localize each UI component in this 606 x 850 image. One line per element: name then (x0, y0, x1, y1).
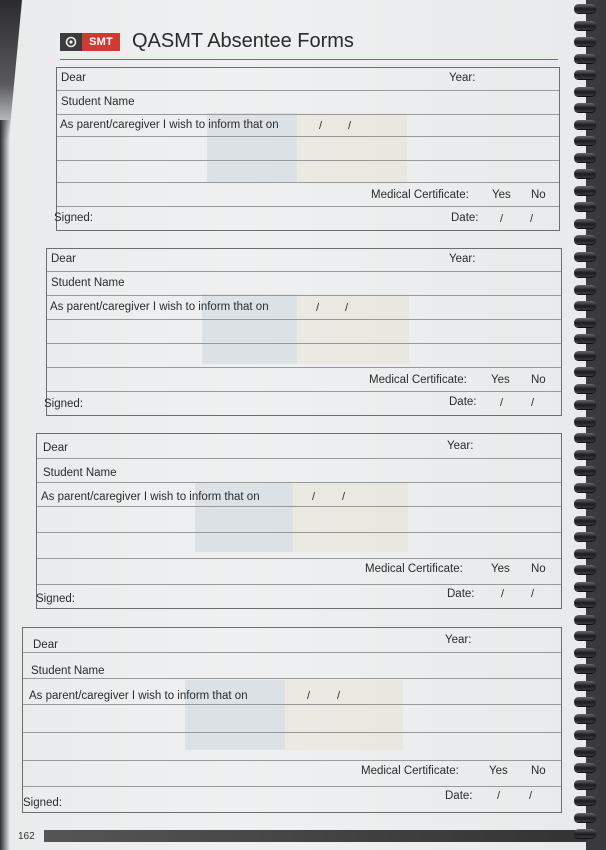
footer-bar (44, 830, 586, 842)
date-label: Date: (445, 790, 473, 802)
qasmt-logo (60, 33, 120, 51)
date-slash: / (348, 120, 352, 132)
spiral-ring (574, 120, 596, 129)
spiral-ring (574, 829, 596, 838)
date-label: Date: (447, 588, 475, 600)
spiral-binding (574, 0, 606, 850)
spiral-ring (574, 681, 596, 690)
page-header (60, 30, 558, 60)
absentee-form-2 (46, 248, 562, 416)
spiral-ring (574, 285, 596, 294)
date-slash: / (529, 790, 533, 802)
spiral-ring (574, 252, 596, 261)
dear-label: Dear (61, 72, 86, 84)
date-slash: / (497, 790, 501, 802)
spiral-ring (574, 54, 596, 63)
yes-option: Yes (492, 189, 511, 201)
spiral-ring (574, 763, 596, 772)
medical-certificate-label: Medical Certificate: (361, 765, 459, 777)
spiral-ring (574, 153, 596, 162)
spiral-ring (574, 631, 596, 640)
medical-certificate-label: Medical Certificate: (371, 189, 469, 201)
year-label: Year: (449, 253, 476, 265)
no-option: No (531, 374, 546, 386)
yes-option: Yes (491, 563, 510, 575)
inform-label: As parent/caregiver I wish to inform that on (60, 119, 279, 131)
spiral-ring (574, 37, 596, 46)
date-slash: / (337, 690, 341, 702)
spiral-ring (574, 648, 596, 657)
signed-label: Signed: (36, 593, 76, 605)
date-slash: / (501, 588, 505, 600)
dear-label: Dear (43, 442, 68, 454)
spiral-ring (574, 202, 596, 211)
spiral-ring (574, 87, 596, 96)
signed-label: Signed: (54, 212, 94, 224)
spiral-ring (574, 433, 596, 442)
year-label: Year: (445, 634, 472, 646)
spiral-ring (574, 219, 596, 228)
date-slash: / (530, 213, 534, 225)
spiral-ring (574, 136, 596, 145)
student-name-label: Student Name (43, 467, 117, 479)
signed-label: Signed: (23, 797, 63, 809)
date-slash: / (345, 302, 349, 314)
date-slash: / (500, 213, 504, 225)
date-slash: / (531, 588, 535, 600)
date-slash: / (342, 491, 346, 503)
date-slash: / (319, 120, 323, 132)
student-name-label: Student Name (61, 96, 135, 108)
spiral-ring (574, 747, 596, 756)
spiral-ring (574, 301, 596, 310)
inform-label: As parent/caregiver I wish to inform that on (41, 491, 260, 503)
spiral-ring (574, 268, 596, 277)
spiral-ring (574, 697, 596, 706)
inform-label: As parent/caregiver I wish to inform that on (29, 690, 248, 702)
student-name-label: Student Name (51, 277, 125, 289)
page-number: 162 (18, 831, 35, 842)
spiral-ring (574, 516, 596, 525)
spiral-ring (574, 730, 596, 739)
spiral-ring (574, 417, 596, 426)
spiral-ring (574, 318, 596, 327)
spiral-ring (574, 186, 596, 195)
absentee-form-1 (56, 67, 560, 231)
spiral-ring (574, 235, 596, 244)
date-slash: / (316, 302, 320, 314)
spiral-ring (574, 466, 596, 475)
spiral-ring (574, 598, 596, 607)
date-slash: / (531, 397, 535, 409)
page-edge-shadow (0, 120, 10, 850)
spiral-ring (574, 21, 596, 30)
spiral-ring (574, 103, 596, 112)
page-title: QASMT Absentee Forms (132, 30, 354, 52)
logo-text: SMT (82, 33, 120, 51)
inform-label: As parent/caregiver I wish to inform that on (50, 301, 269, 313)
medical-certificate-label: Medical Certificate: (365, 563, 463, 575)
spiral-ring (574, 714, 596, 723)
year-label: Year: (447, 440, 474, 452)
absentee-form-4 (22, 627, 562, 813)
spiral-ring (574, 450, 596, 459)
spiral-ring (574, 169, 596, 178)
year-label: Year: (449, 72, 476, 84)
no-option: No (531, 563, 546, 575)
spiral-ring (574, 549, 596, 558)
spiral-ring (574, 70, 596, 79)
date-label: Date: (451, 212, 479, 224)
no-option: No (531, 189, 546, 201)
absentee-form-3 (36, 433, 562, 609)
spiral-ring (574, 565, 596, 574)
no-option: No (531, 765, 546, 777)
spiral-ring (574, 582, 596, 591)
signed-label: Signed: (44, 398, 84, 410)
spiral-ring (574, 483, 596, 492)
date-slash: / (312, 491, 316, 503)
medical-certificate-label: Medical Certificate: (369, 374, 467, 386)
spiral-ring (574, 499, 596, 508)
spiral-ring (574, 351, 596, 360)
date-slash: / (307, 690, 311, 702)
spiral-ring (574, 780, 596, 789)
spiral-ring (574, 813, 596, 822)
student-name-label: Student Name (31, 665, 105, 677)
spiral-ring (574, 367, 596, 376)
yes-option: Yes (491, 374, 510, 386)
spiral-ring (574, 334, 596, 343)
header-rule (60, 59, 558, 61)
spiral-ring (574, 796, 596, 805)
dear-label: Dear (33, 639, 58, 651)
spiral-ring (574, 615, 596, 624)
spiral-ring (574, 384, 596, 393)
date-slash: / (500, 397, 504, 409)
date-label: Date: (449, 396, 477, 408)
yes-option: Yes (489, 765, 508, 777)
spiral-ring (574, 664, 596, 673)
logo-emblem-icon (60, 33, 82, 51)
spiral-ring (574, 532, 596, 541)
page-corner-shadow (0, 0, 22, 140)
spiral-ring (574, 4, 596, 13)
spiral-ring (574, 400, 596, 409)
dear-label: Dear (51, 253, 76, 265)
